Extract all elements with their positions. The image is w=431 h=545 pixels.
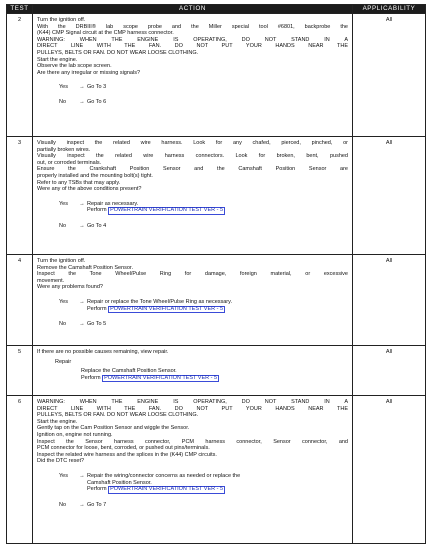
no-branch — [37, 223, 348, 230]
header-applicability: APPLICABILITY — [353, 5, 426, 14]
yes-label: Yes — [59, 298, 68, 305]
header-action: ACTION — [33, 5, 353, 14]
question-line: Did the DTC reset? — [37, 458, 85, 465]
verification-test-link[interactable]: POWERTRAIN VERIFICATION TEST VER - 5 — [110, 207, 224, 214]
perform-line — [87, 306, 348, 314]
arrow-icon: → — [79, 321, 85, 328]
applicability-cell: All — [353, 255, 426, 346]
goto-step[interactable]: Go To 7 — [87, 501, 107, 508]
arrow-icon: → — [79, 200, 85, 207]
table-row-test-4 — [7, 255, 426, 346]
repair-label: Repair — [55, 358, 72, 365]
no-branch — [37, 99, 348, 106]
action-line: With the DRBIII® lab scope probe and the Miller special tool #6801, backprobe the — [37, 23, 348, 30]
applicability-cell: All — [353, 137, 426, 255]
yes-action — [87, 201, 348, 215]
yes-branch — [37, 473, 348, 494]
action-line: Start the engine. — [37, 418, 78, 425]
action-line: Turn the ignition off. — [37, 258, 86, 264]
perform-line — [87, 486, 348, 494]
test-number: 2 — [7, 14, 33, 137]
repair-text: Repair or replace the Tone Wheel/Pulse Ring as necessary. — [87, 298, 233, 305]
no-branch — [37, 321, 348, 328]
no-label: No — [59, 321, 67, 328]
action-cell — [33, 137, 353, 255]
action-line: Inspect the related wire harness and the splices in the (K44) CMP circuits. — [37, 451, 217, 458]
question-line: Are there any irregular or missing signals? — [37, 69, 141, 76]
action-line: Ensure the Crankshaft Position Sensor and the Camshaft Position Sensor are — [37, 166, 348, 173]
action-line: PCM connector for loose, bent, corroded, or pushed out pins/terminals. — [37, 445, 210, 452]
perform-label: Perform — [87, 486, 107, 493]
warning-line: DIRECT LINE WITH THE FAN. DO NOT PUT YOUR HANDS NEAR THE — [37, 405, 348, 412]
warning-line: PULLEYS, BELTS OR FAN. DO NOT WEAR LOOSE CLOTHING. — [37, 412, 199, 419]
action-cell — [33, 14, 353, 137]
action-line: properly installed and the mounting bolt(s) tight. — [37, 172, 153, 179]
action-line: Observe the lab scope screen. — [37, 63, 112, 70]
action-line: Gently tap on the Cam Position Sensor and wiggle the Sensor. — [37, 425, 190, 432]
action-line: Ignition on, engine not running. — [37, 431, 113, 438]
yes-label: Yes — [59, 84, 68, 91]
warning-line: WARNING: WHEN THE ENGINE IS OPERATING, DO NOT STAND IN A — [37, 36, 348, 43]
goto-step[interactable]: Go To 3 — [87, 84, 107, 91]
action-line: Refer to any TSBs that may apply. — [37, 179, 121, 186]
test-number: 4 — [7, 255, 33, 346]
table-row-test-2 — [7, 14, 426, 137]
repair-text: Repair the wiring/connector concerns as needed or replace the — [87, 472, 241, 479]
arrow-icon: → — [79, 84, 85, 91]
yes-branch — [37, 299, 348, 313]
action-line: out, or corroded terminals. — [37, 159, 102, 166]
no-label: No — [59, 222, 67, 229]
yes-branch — [37, 201, 348, 215]
warning-line: DIRECT LINE WITH THE FAN. DO NOT PUT YOUR HANDS NEAR THE — [37, 43, 348, 50]
applicability-cell: All — [353, 396, 426, 544]
no-label: No — [59, 98, 67, 105]
action-line: If there are no possible causes remaining, view repair. — [37, 349, 169, 355]
action-line: partially broken wires. — [37, 146, 91, 153]
repair-text: Replace the Camshaft Position Sensor. — [81, 368, 177, 375]
perform-line — [87, 207, 348, 215]
perform-line — [37, 375, 348, 383]
goto-step[interactable]: Go To 4 — [87, 222, 107, 229]
action-line: Turn the ignition off. — [37, 17, 86, 23]
action-cell — [33, 396, 353, 544]
table-row-test-5 — [7, 346, 426, 396]
yes-label: Yes — [59, 200, 68, 207]
arrow-icon: → — [79, 98, 85, 105]
warning-line: PULLEYS, BELTS OR FAN. DO NOT WEAR LOOSE CLOTHING. — [37, 49, 199, 56]
test-number: 5 — [7, 346, 33, 396]
verification-test-link[interactable]: POWERTRAIN VERIFICATION TEST VER - 5 — [110, 486, 224, 493]
applicability-cell: All — [353, 346, 426, 396]
perform-label: Perform — [87, 207, 107, 214]
test-number: 3 — [7, 137, 33, 255]
repair-text: Camshaft Position Sensor. — [87, 479, 152, 486]
goto-step[interactable]: Go To 5 — [87, 321, 107, 328]
question-line: Were any problems found? — [37, 284, 103, 291]
perform-label: Perform — [81, 374, 101, 381]
yes-branch — [37, 84, 348, 91]
header-test: TEST — [7, 5, 33, 14]
action-line: Visually inspect the related wire harness. Look for any chafed, pierced, pinched, or — [37, 140, 348, 146]
action-line: Inspect the Tone Wheel/Pulse Ring for damage, foreign material, or excessive — [37, 271, 348, 278]
perform-label: Perform — [87, 305, 107, 312]
action-line: movement. — [37, 277, 65, 284]
table-row-test-3 — [7, 137, 426, 255]
no-branch — [37, 502, 348, 509]
action-cell — [33, 346, 353, 396]
verification-test-link[interactable]: POWERTRAIN VERIFICATION TEST VER - 5 — [104, 374, 218, 381]
action-cell — [33, 255, 353, 346]
arrow-icon: → — [79, 472, 85, 479]
action-line: (K44) CMP Signal circuit at the CMP harness connector. — [37, 30, 174, 37]
applicability-cell: All — [353, 14, 426, 137]
action-line: Inspect the Sensor harness connector, PCM harness connector, Sensor connector, and — [37, 438, 348, 445]
action-line: Remove the Camshaft Position Sensor. — [37, 264, 133, 271]
yes-action — [87, 473, 348, 494]
question-line: Were any of the above conditions present? — [37, 186, 142, 193]
goto-step[interactable]: Go To 6 — [87, 98, 107, 105]
action-line: Visually inspect the related wire harness connectors. Look for broken, bent, pushed — [37, 153, 348, 160]
action-line: Start the engine. — [37, 56, 78, 63]
table-header-row — [7, 5, 426, 14]
arrow-icon: → — [79, 222, 85, 229]
test-number: 6 — [7, 396, 33, 544]
diagnostic-table — [6, 4, 426, 544]
arrow-icon: → — [79, 298, 85, 305]
warning-line: WARNING: WHEN THE ENGINE IS OPERATING, DO NOT STAND IN A — [37, 399, 348, 405]
table-row-test-6 — [7, 396, 426, 544]
arrow-icon: → — [79, 501, 85, 508]
repair-text: Repair as necessary. — [87, 200, 139, 207]
yes-label: Yes — [59, 472, 68, 479]
no-label: No — [59, 501, 67, 508]
yes-action — [87, 299, 348, 313]
verification-test-link[interactable]: POWERTRAIN VERIFICATION TEST VER - 5 — [110, 305, 224, 312]
